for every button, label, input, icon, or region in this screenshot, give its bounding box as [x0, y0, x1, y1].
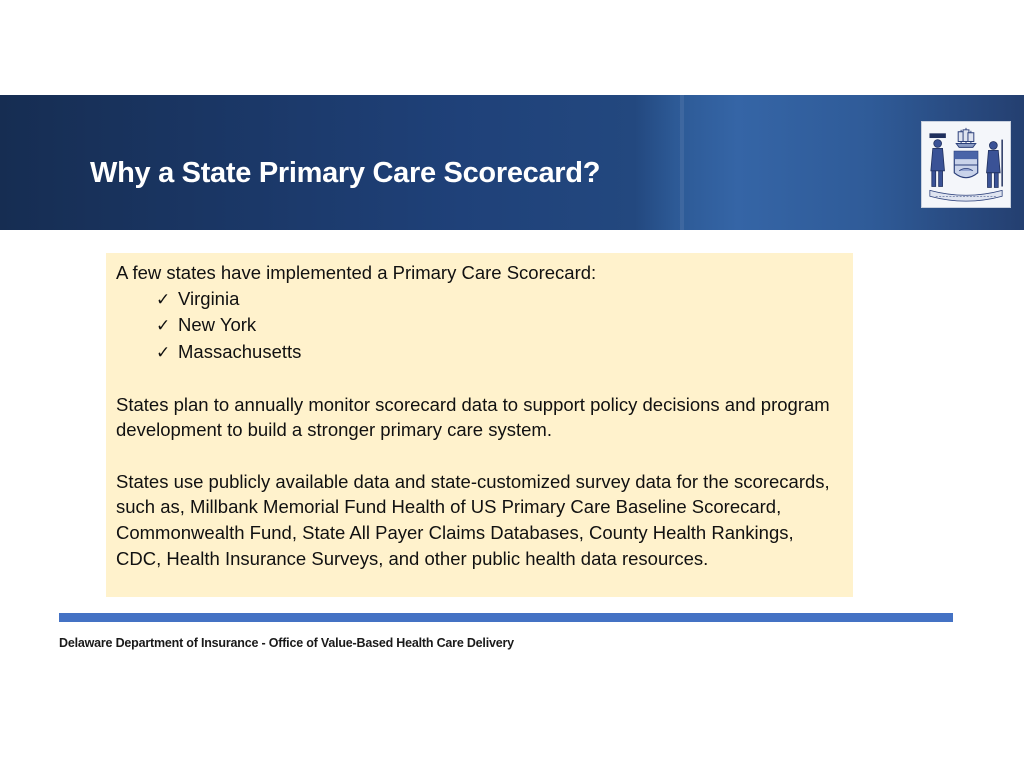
footer-text: Delaware Department of Insurance - Office of Value-Based Health Care Delivery [59, 636, 514, 650]
state-name: Virginia [178, 287, 240, 309]
monitor-paragraph: States plan to annually monitor scorecard data to support policy decisions and program development to build a stronger primary care system. [116, 393, 830, 441]
delaware-seal-icon [921, 121, 1011, 208]
footer-rule [59, 613, 953, 622]
state-name: Massachusetts [178, 341, 302, 363]
checkmark-icon: ✓ [156, 343, 171, 363]
list-item [156, 286, 843, 313]
checkmark-icon: ✓ [156, 289, 171, 309]
list-item [156, 312, 843, 339]
intro-text: A few states have implemented a Primary Care Scorecard: [116, 262, 597, 283]
data-sources-paragraph: States use publicly available data and state-customized survey data for the scorecards, such as, Millbank Memorial Fund Health of US Primary Care Baseline Scorecard, Commonwealth Fund, State All Payer Claims Databases, County Health Rankings, CDC, Health Insurance Surveys, and other public health data resources. [116, 470, 830, 569]
spacer [116, 443, 843, 469]
state-name: New York [178, 314, 257, 336]
page-title: Why a State Primary Care Scorecard? [90, 157, 601, 189]
checkmark-icon: ✓ [156, 316, 171, 336]
content-box [106, 253, 853, 597]
states-checklist [116, 286, 843, 366]
list-item [156, 339, 843, 366]
spacer [116, 366, 843, 392]
